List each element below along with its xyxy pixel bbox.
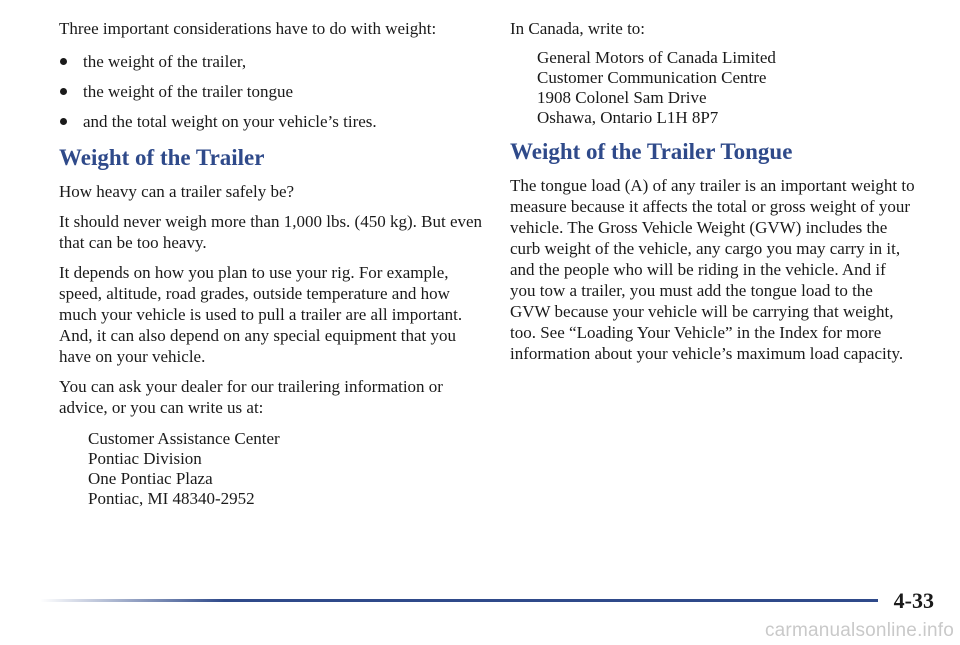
address-line: Oshawa, Ontario L1H 8P7 <box>537 108 719 127</box>
list-item <box>59 51 491 72</box>
footer-rule <box>40 599 878 602</box>
list-item <box>59 111 491 132</box>
bullet-icon <box>60 88 67 95</box>
paragraph: It depends on how you plan to use your rig. For example, speed, altitude, road grades, outside temperature and how much your vehicle is used to pull a trailer are all important. And, it can also depend on any special equipment that you have on your vehicle. <box>59 263 463 366</box>
list-item-text: the weight of the trailer tongue <box>83 82 294 101</box>
address-line: Pontiac Division <box>88 449 202 468</box>
paragraph: The tongue load (A) of any trailer is an important weight to measure because it affects the total or gross weight of your vehicle. The Gross Vehicle Weight (GVW) includes the curb weight of the vehicle, any cargo you may carry in it, and the people who will be riding in the vehicle. And if you tow a trailer, you must add the tongue load to the GVW because your vehicle will be carrying that weight, too. See “Loading Your Vehicle” in the Index for more information about your vehicle’s maximum load capacity. <box>510 176 915 363</box>
canada-address-block <box>510 48 915 128</box>
section-heading-trailer-weight: Weight of the Trailer <box>59 145 265 170</box>
left-column <box>59 18 491 509</box>
paragraph: It should never weigh more than 1,000 lbs. (450 kg). But even that can be too heavy. <box>59 212 483 252</box>
list-item-text: the weight of the trailer, <box>83 52 247 71</box>
address-line: Pontiac, MI 48340-2952 <box>88 489 255 508</box>
intro-text: Three important considerations have to do with weight: <box>59 19 437 38</box>
list-item-text: and the total weight on your vehicle’s tires. <box>83 112 377 131</box>
address-line: One Pontiac Plaza <box>88 469 213 488</box>
weight-considerations-list <box>59 51 491 132</box>
page-number: 4-33 <box>893 588 934 613</box>
paragraph: You can ask your dealer for our trailering information or advice, or you can write us at: <box>59 377 443 417</box>
right-column <box>510 18 915 373</box>
address-line: Customer Assistance Center <box>88 429 280 448</box>
address-line: 1908 Colonel Sam Drive <box>537 88 707 107</box>
intro-text: In Canada, write to: <box>510 19 646 38</box>
bullet-icon <box>60 58 67 65</box>
paragraph: How heavy can a trailer safely be? <box>59 182 295 201</box>
list-item <box>59 81 491 102</box>
address-line: General Motors of Canada Limited <box>537 48 776 67</box>
section-heading-tongue-weight: Weight of the Trailer Tongue <box>510 139 793 164</box>
us-address-block <box>59 429 491 509</box>
watermark-text: carmanualsonline.info <box>764 620 954 641</box>
bullet-icon <box>60 118 67 125</box>
address-line: Customer Communication Centre <box>537 68 767 87</box>
